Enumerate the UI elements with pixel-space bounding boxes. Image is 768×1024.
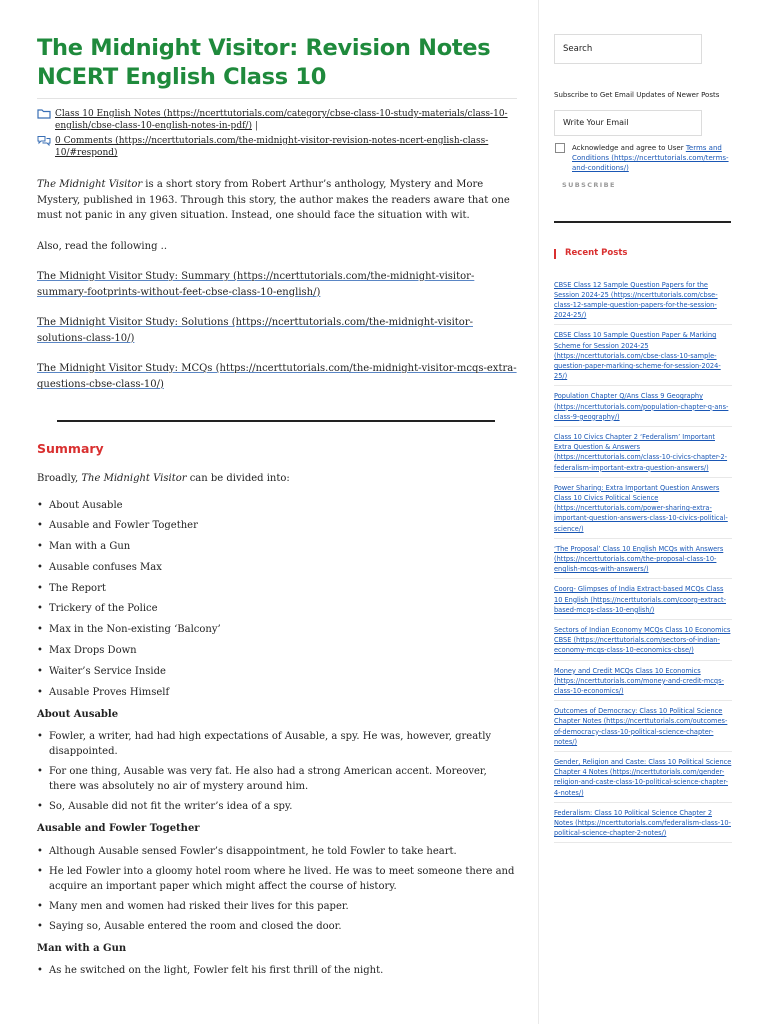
list-item: • Trickery of the Police [37, 601, 517, 616]
section-heading: About Ausable [37, 708, 119, 720]
recent-posts-heading: Recent Posts [554, 248, 732, 258]
meta-divider [37, 98, 517, 99]
section-list [37, 963, 517, 978]
list-item: • About Ausable [37, 498, 517, 513]
list-item: • Ausable confuses Max [37, 560, 517, 575]
section-heading: Man with a Gun [37, 942, 127, 954]
list-item: • For one thing, Ausable was very fat. He also had a strong American accent. Moreover, there was absolutely no air of mystery around him. [37, 764, 517, 794]
broadly-italic: The Midnight Visitor [81, 473, 187, 484]
agree-text: Acknowledge and agree to User [572, 144, 686, 152]
section-divider [57, 420, 495, 422]
list-item: • Ausable Proves Himself [37, 685, 517, 700]
solutions-link[interactable]: The Midnight Visitor Study: Solutions (https://ncerttutorials.com/the-midnight-visitor-solutions-class-10/) [37, 317, 473, 344]
list-item: • Many men and women had risked their lives for this paper. [37, 899, 517, 914]
recent-post-link[interactable]: Gender, Religion and Caste: Class 10 Political Science Chapter 4 Notes (https://ncerttutorials.com/gender-religion-and-caste-class-10-political-science-chapter-4-notes/) [554, 757, 732, 803]
sidebar [554, 34, 732, 848]
intro-text: is a short story from Robert Arthur’s anthology, Mystery and More Mystery, published in 1963. Through this story, the author makes the readers aware that one must not panic in any given situation. Instead, one should face the situation with wit. [37, 179, 510, 221]
section-heading: Ausable and Fowler Together [37, 823, 200, 835]
parts-list [37, 498, 517, 700]
agree-row [554, 143, 732, 173]
intro-paragraph [37, 177, 517, 224]
search-input[interactable]: Search [554, 34, 702, 64]
email-field[interactable]: Write Your Email [554, 110, 702, 136]
recent-post-link[interactable]: Power Sharing: Extra Important Question Answers Class 10 Civics Political Science (https://ncerttutorials.com/power-sharing-extra-important-question-answers-class-10-civics-political-science/) [554, 483, 732, 539]
sidebar-rule [554, 221, 731, 223]
page-title: The Midnight Visitor: Revision Notes NCERT English Class 10 [37, 35, 491, 90]
recent-post-link[interactable]: CBSE Class 10 Sample Question Paper & Marking Scheme for Session 2024-25 (https://ncerttutorials.com/cbse-class-10-sample-question-paper-marking-scheme-for-session-2024-25/) [554, 330, 732, 386]
recent-post-link[interactable]: Coorg- Glimpses of India Extract-based MCQs Class 10 English (https://ncerttutorials.com/coorg-extract-based-mcqs-class-10-english/) [554, 584, 732, 620]
article-body [37, 177, 517, 983]
recent-post-link[interactable]: Money and Credit MCQs Class 10 Economics (https://ncerttutorials.com/money-and-credit-mcqs-class-10-economics/) [554, 666, 732, 702]
category-link[interactable]: Class 10 English Notes (https://ncerttutorials.com/category/cbse-class-10-study-materials/class-10-english/cbse-class-10-english-notes-in-pdf/) [55, 109, 508, 131]
summary-link[interactable]: The Midnight Visitor Study: Summary (https://ncerttutorials.com/the-midnight-visitor-summary-footprints-without-feet-cbse-class-10-english/) [37, 271, 475, 298]
recent-post-link[interactable]: CBSE Class 12 Sample Question Papers for the Session 2024-25 (https://ncerttutorials.com/cbse-class-12-sample-question-papers-for-the-session-2024-25/) [554, 280, 732, 326]
section-list [37, 729, 517, 814]
folder-icon [37, 108, 51, 119]
list-item: • Max in the Non-existing ‘Balcony’ [37, 622, 517, 637]
recent-post-link[interactable]: Outcomes of Democracy: Class 10 Political Science Chapter Notes (https://ncerttutorials.com/outcomes-of-democracy-class-10-political-science-chapter-notes/) [554, 706, 732, 752]
list-item: • Ausable and Fowler Together [37, 518, 517, 533]
comments-icon [37, 135, 51, 146]
broadly-suffix: can be divided into: [186, 473, 290, 484]
list-item: • The Report [37, 581, 517, 596]
post-meta [37, 108, 517, 159]
list-item: • Although Ausable sensed Fowler’s disappointment, he told Fowler to take heart. [37, 844, 517, 859]
recent-post-link[interactable]: Federalism: Class 10 Political Science Chapter 2 Notes (https://ncerttutorials.com/federalism-class-10-political-science-chapter-2-notes/) [554, 808, 732, 844]
subscribe-description: Subscribe to Get Email Updates of Newer Posts [554, 91, 720, 99]
summary-heading: Summary [37, 440, 104, 456]
recent-post-link[interactable]: ‘The Proposal’ Class 10 English MCQs with Answers (https://ncerttutorials.com/the-proposal-class-10-english-mcqs-with-answers/) [554, 544, 732, 580]
terms-link[interactable]: Terms and Conditions (https://ncerttutorials.com/terms-and-conditions/) [572, 144, 729, 172]
intro-title-italic: The Midnight Visitor [37, 179, 143, 190]
list-item: • As he switched on the light, Fowler felt his first thrill of the night. [37, 963, 517, 978]
list-item: • He led Fowler into a gloomy hotel room where he lived. He was to meet someone there and acquire an important paper which might affect the course of history. [37, 864, 517, 894]
article-header [37, 34, 517, 92]
recent-posts-list [554, 280, 732, 844]
section-list [37, 844, 517, 934]
meta-separator: | [254, 121, 258, 131]
recent-post-link[interactable]: Class 10 Civics Chapter 2 ‘Federalism’ Important Extra Question & Answers (https://ncerttutorials.com/class-10-civics-chapter-2-federalism-important-extra-question-answers/) [554, 432, 732, 478]
also-read-text: Also, read the following .. [37, 240, 167, 252]
broadly-prefix: Broadly, [37, 473, 82, 484]
subscribe-button[interactable]: SUBSCRIBE [562, 181, 616, 189]
list-item: • Saying so, Ausable entered the room and closed the door. [37, 919, 517, 934]
list-item: • Fowler, a writer, had had high expectations of Ausable, a spy. He was, however, greatly disappointed. [37, 729, 517, 759]
list-item: • So, Ausable did not fit the writer’s idea of a spy. [37, 799, 517, 814]
sidebar-divider [538, 0, 539, 1024]
list-item: • Max Drops Down [37, 643, 517, 658]
mcqs-link[interactable]: The Midnight Visitor Study: MCQs (https://ncerttutorials.com/the-midnight-visitor-mcqs-extra-questions-cbse-class-10/) [37, 363, 517, 390]
recent-post-link[interactable]: Population Chapter Q/Ans Class 9 Geography (https://ncerttutorials.com/population-chapter-q-ans-class-9-geography/) [554, 391, 732, 427]
agree-checkbox[interactable] [555, 143, 565, 153]
comments-link[interactable]: 0 Comments (https://ncerttutorials.com/the-midnight-visitor-revision-notes-ncert-english-class-10/#respond) [55, 136, 489, 158]
broadly-paragraph [37, 471, 517, 487]
list-item: • Waiter’s Service Inside [37, 664, 517, 679]
recent-post-link[interactable]: Sectors of Indian Economy MCQs Class 10 Economics CBSE (https://ncerttutorials.com/sectors-of-indian-economy-mcqs-class-10-economics-cbse/) [554, 625, 732, 661]
list-item: • Man with a Gun [37, 539, 517, 554]
